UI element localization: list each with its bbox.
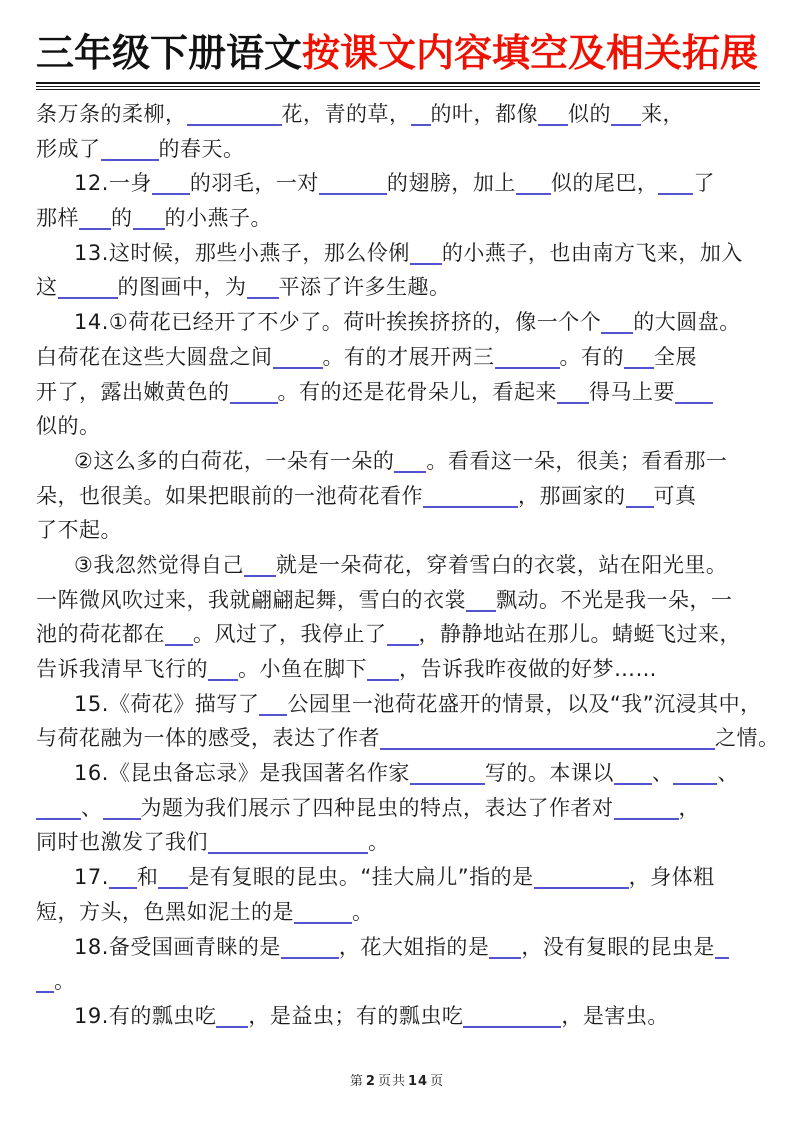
fill-in-blank bbox=[79, 206, 111, 230]
text-segment: 为题为我们展示了四种昆虫的特点，表达了作者对 bbox=[140, 795, 614, 820]
text-line bbox=[36, 305, 764, 340]
text-segment: ，花大姐指的是 bbox=[338, 934, 490, 959]
text-segment: 可真 bbox=[653, 483, 697, 508]
text-segment: ，没有复眼的昆虫是 bbox=[521, 934, 715, 959]
text-segment: ，是害虫。 bbox=[561, 1003, 669, 1028]
text-segment: ， bbox=[678, 795, 700, 820]
page-footer bbox=[0, 1070, 794, 1089]
fill-in-blank bbox=[319, 171, 387, 195]
text-line bbox=[36, 340, 764, 375]
footer-page-number: 2 bbox=[365, 1074, 376, 1089]
text-segment: 。有的还是花骨朵儿，看起来 bbox=[277, 379, 557, 404]
fill-in-blank bbox=[247, 275, 279, 299]
text-segment: 。 bbox=[352, 899, 374, 924]
text-segment: ，静静地站在那儿。蜻蜓飞过来， bbox=[418, 622, 741, 647]
text-segment: 就是一朵荷花，穿着雪白的衣裳，站在阳光里。 bbox=[275, 552, 728, 577]
fill-in-blank bbox=[165, 622, 193, 646]
text-segment: ，身体粗 bbox=[628, 865, 715, 890]
text-segment: 了 bbox=[693, 171, 715, 196]
text-segment: 、 bbox=[651, 761, 674, 786]
fill-in-blank bbox=[367, 657, 399, 681]
text-line bbox=[36, 756, 764, 791]
text-segment: 池的荷花都在 bbox=[36, 622, 165, 647]
text-segment: 与荷花融为一体的感受，表达了作者 bbox=[36, 726, 380, 751]
fill-in-blank bbox=[410, 761, 485, 785]
fill-in-blank bbox=[36, 969, 54, 993]
text-line bbox=[36, 548, 764, 583]
document-body bbox=[36, 97, 780, 1034]
text-segment: 之情。 bbox=[715, 726, 780, 751]
text-segment: 的大圆盘。 bbox=[633, 310, 741, 335]
text-segment: 和 bbox=[136, 865, 159, 890]
text-segment: 一阵微风吹过来，我就翩翩起舞，雪白的衣裳 bbox=[36, 587, 466, 612]
text-line bbox=[36, 687, 764, 722]
text-line bbox=[36, 791, 764, 826]
text-segment: 15.《荷花》描写了 bbox=[74, 691, 260, 716]
text-line bbox=[36, 132, 764, 167]
text-segment: 条万条的柔柳， bbox=[36, 102, 187, 126]
text-segment: 来， bbox=[641, 102, 684, 126]
footer-label-page: 页 bbox=[377, 1074, 392, 1089]
text-segment: 花，青的草， bbox=[281, 102, 411, 126]
fill-in-blank bbox=[387, 622, 419, 646]
fill-in-blank bbox=[244, 553, 276, 577]
text-segment: 似的 bbox=[568, 102, 611, 126]
text-line bbox=[36, 721, 780, 756]
text-segment: 。看看这一朵，很美；看看那一 bbox=[426, 448, 728, 473]
fill-in-blank bbox=[36, 796, 81, 820]
text-segment: 写的。本课以 bbox=[484, 761, 614, 786]
footer-label-page-end: 页 bbox=[430, 1074, 445, 1089]
fill-in-blank bbox=[187, 102, 282, 126]
text-line bbox=[36, 201, 764, 236]
text-segment: 。风过了，我停止了 bbox=[193, 622, 387, 647]
text-segment: 白荷花在这些大圆盘之间 bbox=[36, 344, 273, 369]
fill-in-blank bbox=[101, 137, 159, 161]
text-segment: 。有的 bbox=[559, 344, 624, 369]
text-segment: 平添了许多生趣。 bbox=[278, 275, 451, 300]
text-segment: 告诉我清早飞行的 bbox=[36, 657, 208, 681]
text-segment: 17. bbox=[74, 865, 109, 890]
fill-in-blank bbox=[715, 935, 729, 959]
text-segment: 那样 bbox=[36, 206, 79, 231]
fill-in-blank bbox=[273, 345, 323, 369]
fill-in-blank bbox=[423, 484, 518, 508]
text-segment: 形成了 bbox=[36, 136, 101, 161]
text-line bbox=[36, 444, 764, 479]
text-line bbox=[36, 409, 764, 444]
text-segment: ，告诉我昨夜做的好梦…… bbox=[399, 657, 657, 681]
text-segment: 朵，也很美。如果把眼前的一池荷花看作 bbox=[36, 483, 423, 508]
text-segment: 。有的才展开两三 bbox=[322, 344, 495, 369]
text-segment: 的羽毛，一对 bbox=[189, 171, 319, 196]
text-segment: 18.备受国画青睐的是 bbox=[74, 934, 281, 959]
text-segment: 。 bbox=[368, 830, 390, 855]
fill-in-blank bbox=[675, 380, 713, 404]
fill-in-blank bbox=[208, 830, 368, 854]
text-line bbox=[36, 860, 764, 895]
fill-in-blank bbox=[601, 310, 633, 334]
fill-in-blank bbox=[281, 935, 339, 959]
fill-in-blank bbox=[216, 1004, 248, 1028]
text-segment: 似的尾巴， bbox=[550, 171, 659, 196]
text-segment: 的小燕子。 bbox=[164, 206, 272, 231]
text-segment: 14.①荷花已经开了不少了。荷叶挨挨挤挤的，像一个个 bbox=[74, 310, 602, 335]
fill-in-blank bbox=[614, 761, 652, 785]
text-segment: 似的。 bbox=[36, 414, 101, 439]
fill-in-blank bbox=[495, 345, 560, 369]
fill-in-blank bbox=[411, 102, 431, 126]
text-line bbox=[36, 617, 764, 652]
text-line bbox=[36, 895, 764, 930]
text-line bbox=[36, 513, 764, 548]
fill-in-blank bbox=[466, 588, 496, 612]
fill-in-blank bbox=[152, 171, 190, 195]
text-segment: 13.这时候，那些小燕子，那么伶俐 bbox=[74, 240, 410, 265]
page-title bbox=[36, 28, 760, 78]
fill-in-blank bbox=[463, 1004, 561, 1028]
text-segment: 12.一身 bbox=[74, 171, 152, 196]
fill-in-blank bbox=[611, 102, 641, 126]
fill-in-blank bbox=[208, 657, 238, 681]
footer-total-pages: 14 bbox=[407, 1074, 429, 1089]
fill-in-blank bbox=[380, 726, 715, 750]
text-line bbox=[36, 999, 764, 1034]
fill-in-blank bbox=[109, 865, 137, 889]
text-segment: 、 bbox=[81, 795, 103, 820]
text-segment: 了不起。 bbox=[36, 518, 122, 543]
text-line bbox=[36, 97, 764, 132]
fill-in-blank bbox=[158, 865, 188, 889]
text-segment: 公园里一池荷花盛开的情景，以及“我”沉浸其中， bbox=[287, 691, 762, 716]
text-segment: 开了，露出嫩黄色的 bbox=[36, 379, 230, 404]
fill-in-blank bbox=[557, 380, 589, 404]
fill-in-blank bbox=[489, 935, 521, 959]
fill-in-blank bbox=[410, 241, 442, 265]
text-segment: 是有复眼的昆虫。“挂大扁儿”指的是 bbox=[188, 865, 534, 890]
fill-in-blank bbox=[624, 345, 654, 369]
footer-label-of: 共 bbox=[391, 1074, 406, 1089]
text-line bbox=[36, 964, 764, 999]
text-segment: 的 bbox=[111, 206, 133, 231]
text-segment: 的春天。 bbox=[158, 136, 245, 161]
fill-in-blank bbox=[103, 796, 141, 820]
text-segment: 。 bbox=[54, 969, 76, 994]
text-segment: ②这么多的白荷花，一朵有一朵的 bbox=[74, 448, 395, 473]
text-segment: 。小鱼在脚下 bbox=[238, 657, 367, 681]
fill-in-blank bbox=[516, 171, 551, 195]
text-segment: 这 bbox=[36, 275, 58, 300]
text-segment: ，是益虫；有的瓢虫吃 bbox=[248, 1003, 464, 1028]
text-segment: 全展 bbox=[654, 344, 697, 369]
text-segment: 16.《昆虫备忘录》是我国著名作家 bbox=[74, 761, 410, 786]
text-line bbox=[36, 652, 764, 687]
text-segment: 、 bbox=[717, 761, 739, 786]
fill-in-blank bbox=[658, 171, 693, 195]
fill-in-blank bbox=[58, 275, 118, 299]
text-segment: 的翅膀，加上 bbox=[386, 171, 516, 196]
text-segment: ，那画家的 bbox=[518, 483, 626, 508]
text-line bbox=[36, 375, 764, 410]
fill-in-blank bbox=[133, 206, 165, 230]
footer-prefix: 第 bbox=[349, 1074, 364, 1089]
text-segment: ③我忽然觉得自己 bbox=[74, 552, 244, 577]
text-segment: 的图画中，为 bbox=[117, 275, 247, 300]
text-line bbox=[36, 930, 764, 965]
fill-in-blank bbox=[259, 692, 287, 716]
text-segment: 同时也激发了我们 bbox=[36, 830, 208, 855]
fill-in-blank bbox=[394, 449, 426, 473]
text-segment: 得马上要 bbox=[589, 379, 675, 404]
fill-in-blank bbox=[626, 484, 654, 508]
text-segment: 短，方头，色黑如泥土的是 bbox=[36, 899, 294, 924]
text-segment: 19.有的瓢虫吃 bbox=[74, 1003, 217, 1028]
text-segment: 飘动。不光是我一朵，一 bbox=[496, 587, 733, 612]
fill-in-blank bbox=[538, 102, 568, 126]
title-red-text: 按课文内容填空及相关拓展 bbox=[302, 31, 759, 75]
title-black-text: 三年级下册语文 bbox=[36, 31, 303, 75]
fill-in-blank bbox=[230, 380, 278, 404]
fill-in-blank bbox=[534, 865, 629, 889]
text-line bbox=[36, 825, 764, 860]
text-line bbox=[36, 270, 764, 305]
text-segment: 的小燕子，也由南方飞来，加入 bbox=[441, 240, 743, 265]
text-line bbox=[36, 479, 764, 514]
fill-in-blank bbox=[294, 900, 352, 924]
text-line bbox=[36, 583, 764, 618]
title-divider bbox=[36, 82, 760, 90]
fill-in-blank bbox=[614, 796, 679, 820]
text-segment: 的叶，都像 bbox=[430, 102, 538, 126]
text-line bbox=[36, 166, 764, 201]
text-line bbox=[36, 236, 764, 271]
fill-in-blank bbox=[673, 761, 717, 785]
